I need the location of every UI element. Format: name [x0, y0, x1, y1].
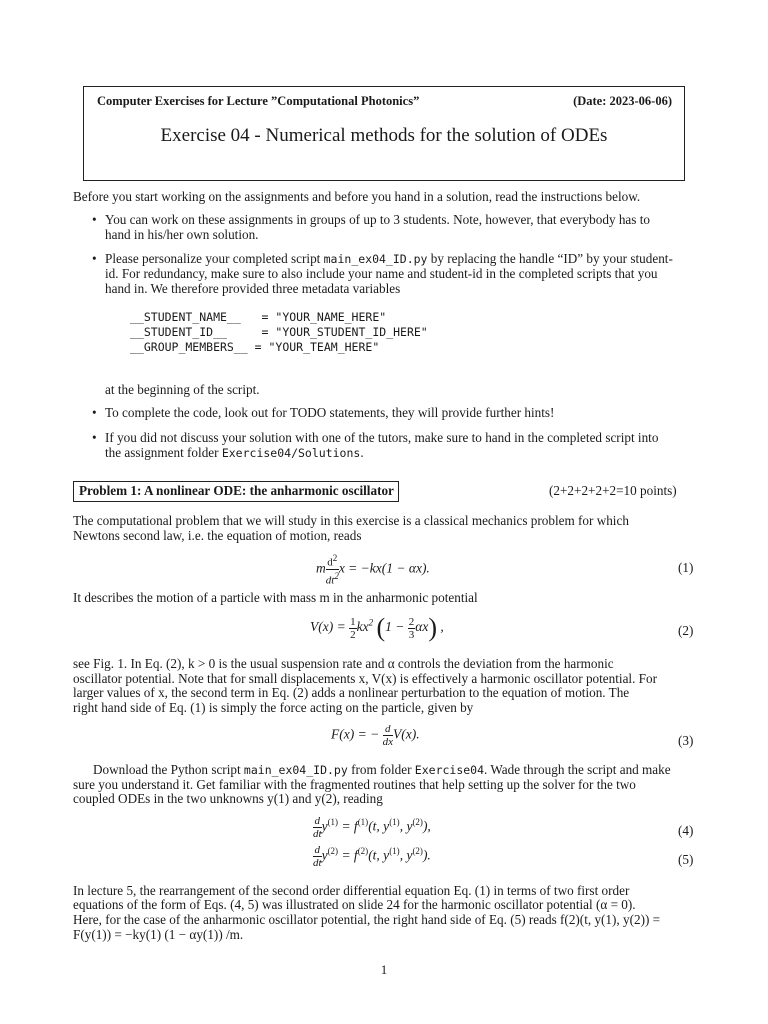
bullet-1-line-1: You can work on these assignments in groups of up to 3 students. Note, however, that everybody has to [105, 212, 650, 227]
bullet-4-line-2 [105, 445, 364, 461]
paragraph-line: Here, for the case of the anharmonic oscillator potential, the right hand side of Eq. (5) reads f(2)(t, y(1), y(2)) = [73, 912, 661, 927]
equation-number: (5) [678, 852, 694, 867]
bullet-1-line-2: hand in his/her own solution. [105, 227, 259, 242]
equation-5: $\frac{d}{dt}$ $y^{(2)} = f^{(2)}(t$, $y^{(1)}$, $y^{(2)}$). [313, 844, 431, 869]
equation-number: (4) [678, 823, 694, 838]
solutions-folder: Exercise04/Solutions [221, 446, 361, 460]
paragraph-line: oscillator potential. Note that for small displacements x, V(x) is effectively a harmonic oscillator potential. For [73, 671, 658, 686]
bullet-2-text: Please personalize your completed script [105, 251, 324, 266]
bullet-2-line-1 [105, 251, 673, 267]
paragraph-line: The computational problem that we will study in this exercise is a classical mechanics problem for which [73, 513, 629, 528]
equation-3: F(x) = − $\frac{d}{dx}$ V(x). [331, 723, 420, 748]
code-line: __GROUP_MEMBERS__ = "YOUR_TEAM_HERE" [130, 340, 380, 354]
paragraph-line: see Fig. 1. In Eq. (2), k > 0 is the usual suspension rate and α controls the deviation from the harmonic [73, 656, 614, 671]
code-line: __STUDENT_ID__ = "YOUR_STUDENT_ID_HERE" [130, 325, 428, 339]
bullet-dot: • [92, 430, 97, 445]
script-filename: main_ex04_ID.py [243, 763, 348, 777]
paragraph-line: right hand side of Eq. (1) is simply the force acting on the particle, given by [73, 700, 474, 715]
paragraph-text: . Wade through the script and make [484, 762, 671, 777]
equation-number: (3) [678, 733, 694, 748]
bullet-dot: • [92, 212, 97, 227]
bullet-dot: • [92, 405, 97, 420]
paragraph-line: coupled ODEs in the two unknowns y(1) and y(2), reading [73, 791, 383, 806]
bullet-2-text: by replacing the handle “ID” by your student- [427, 251, 673, 266]
bullet-3-text: To complete the code, look out for TODO statements, they will provide further hints! [105, 405, 555, 420]
equation-number: (1) [678, 560, 694, 575]
bullet-2-line-3: hand in. We therefore provided three metadata variables [105, 281, 401, 296]
problem-title: Problem 1: A nonlinear ODE: the anharmonic oscillator [73, 481, 399, 502]
paragraph-line: larger values of x, the second term in Eq. (2) adds a nonlinear perturbation to the equation of motion. The [73, 685, 630, 700]
course-title: Computer Exercises for Lecture ”Computational Photonics” [97, 94, 420, 108]
paragraph-line: It describes the motion of a particle with mass m in the anharmonic potential [73, 590, 478, 605]
exercise-date: (Date: 2023-06-06) [573, 94, 672, 108]
paragraph-line [93, 762, 671, 778]
code-line: __STUDENT_NAME__ = "YOUR_NAME_HERE" [130, 310, 387, 324]
after-code-text: at the beginning of the script. [105, 382, 260, 397]
equation-4: $\frac{d}{dt}$ $y^{(1)} = f^{(1)}(t$, $y^{(1)}$, $y^{(2)}$), [313, 815, 431, 840]
page-number: 1 [380, 962, 388, 977]
problem-points: (2+2+2+2+2=10 points) [549, 483, 677, 498]
paragraph-text: Download the Python script [93, 762, 244, 777]
bullet-4-text: . [360, 445, 364, 460]
exercise-title: Exercise 04 - Numerical methods for the solution of ODEs [160, 125, 608, 146]
bullet-dot: • [92, 251, 97, 266]
paragraph-line: equations of the form of Eqs. (4, 5) was illustrated on slide 24 for the harmonic oscillator potential (α = 0). [73, 897, 636, 912]
bullet-2-line-2: id. For redundancy, make sure to also include your name and student-id in the completed scripts that you [105, 266, 658, 281]
paragraph-text: from folder [347, 762, 415, 777]
bullet-4-text: the assignment folder [105, 445, 222, 460]
paragraph-line: Newtons second law, i.e. the equation of motion, reads [73, 528, 362, 543]
paragraph-line: sure you understand it. Get familiar with the fragmented routines that help setting up the solver for the two [73, 777, 636, 792]
equation-number: (2) [678, 623, 694, 638]
paragraph-line: F(y(1)) = −ky(1) (1 − αy(1)) /m. [73, 927, 244, 942]
header-box [83, 86, 685, 181]
exercise-folder: Exercise04 [414, 763, 485, 777]
equation-1: m $\frac{d^2}{dt^2}$ x = −kx(1 − αx). [316, 553, 430, 587]
paragraph-line: In lecture 5, the rearrangement of the second order differential equation Eq. (1) in terms of two first order [73, 883, 630, 898]
bullet-4-line-1: If you did not discuss your solution with one of the tutors, make sure to hand in the completed script into [105, 430, 659, 445]
equation-2: V(x) = $\frac{1}{2}$ $kx^2$ (1 − $\frac{2}{3}$ αx) , [310, 613, 444, 642]
intro-text: Before you start working on the assignments and before you hand in a solution, read the instructions below. [73, 189, 641, 204]
script-filename: main_ex04_ID.py [323, 252, 428, 266]
